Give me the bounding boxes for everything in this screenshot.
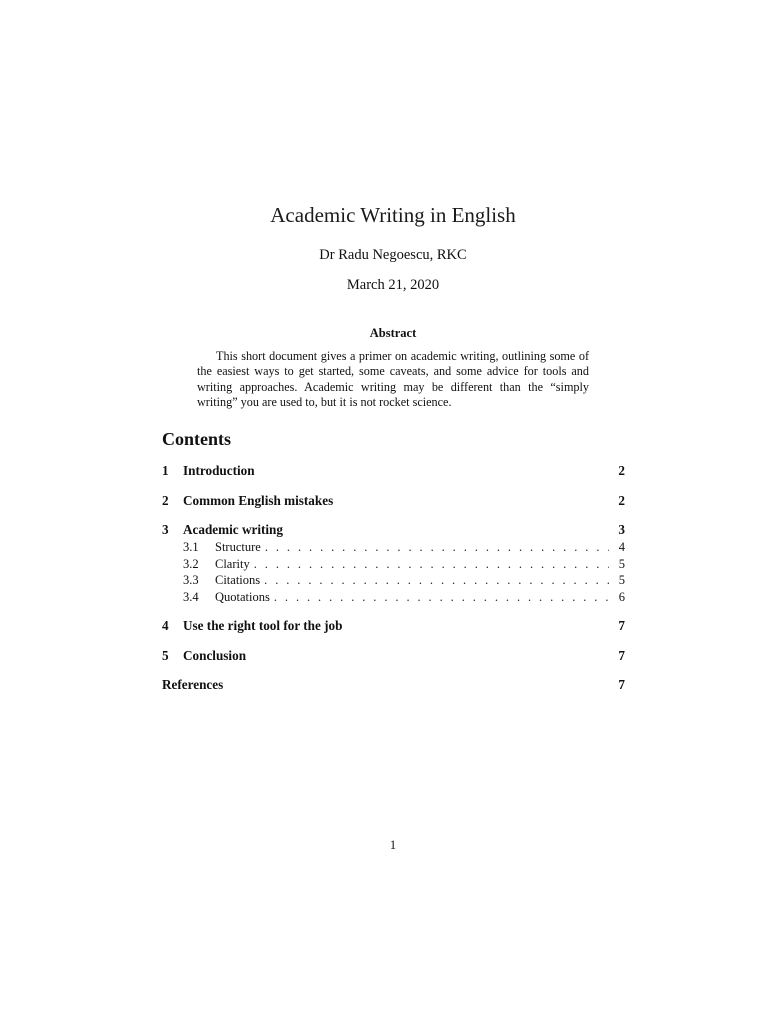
toc-entry-use-the-right-tool[interactable] [162,618,625,634]
toc-entry-clarity[interactable] [162,557,625,572]
toc-section-title: Common English mistakes [183,493,334,508]
document-author: Dr Radu Negoescu, RKC [319,247,467,263]
toc-page-number: 7 [618,677,625,692]
toc-section-number: 3 [162,522,169,537]
toc-entry-quotations[interactable] [162,590,625,605]
document-date: March 21, 2020 [346,277,440,293]
toc-entry-structure[interactable] [162,540,625,555]
toc-section-number: 5 [162,648,169,663]
toc-entry-academic-writing[interactable] [162,522,625,538]
toc-section-number: 4 [162,618,169,633]
toc-section-title: References [162,677,224,692]
toc-subsection-title: Citations [215,573,261,587]
toc-page-number: 4 [618,540,625,554]
toc-subsection-title: Quotations [215,590,270,604]
toc-subsection-number: 3.3 [183,573,199,587]
toc-subsection-title: Structure [215,540,261,554]
toc-dot-leader [264,573,609,588]
toc-subsection-number: 3.2 [183,557,199,571]
toc-entry-common-english-mistakes[interactable] [162,493,625,509]
page-number: 1 [389,838,397,852]
toc-section-title: Conclusion [183,648,247,663]
toc-dot-leader [265,540,609,555]
toc-page-number: 7 [618,648,625,663]
toc-entry-introduction[interactable] [162,463,625,479]
toc-entry-references[interactable] [162,677,625,693]
toc-page-number: 2 [618,493,625,508]
toc-dot-leader [274,590,609,605]
toc-section-title: Introduction [183,463,255,478]
toc-entry-conclusion[interactable] [162,648,625,664]
document-title: Academic Writing in English [270,203,516,227]
toc-page-number: 6 [618,590,625,604]
contents-heading: Contents [162,429,232,449]
toc-dot-leader [254,557,609,572]
abstract-text: This short document gives a primer on academic writing, outlining some of the easiest ways to get started, some caveats, and some advice for tools and writing approaches. Academic writing may be different than the “simply writing” you are used to, but it is not rocket science. [197,349,589,409]
toc-page-number: 2 [618,463,625,478]
toc-section-number: 2 [162,493,169,508]
toc-page-number: 7 [618,618,625,633]
toc-entry-citations[interactable] [162,573,625,588]
toc-page-number: 3 [618,522,625,537]
toc-section-title: Academic writing [183,522,283,537]
abstract-heading: Abstract [369,326,417,340]
toc-section-number: 1 [162,463,169,478]
toc-page-number: 5 [618,557,625,571]
toc-section-title: Use the right tool for the job [183,618,343,633]
toc-subsection-number: 3.4 [183,590,199,604]
toc-page-number: 5 [618,573,625,587]
toc-subsection-number: 3.1 [183,540,199,554]
toc-subsection-title: Clarity [215,557,250,571]
